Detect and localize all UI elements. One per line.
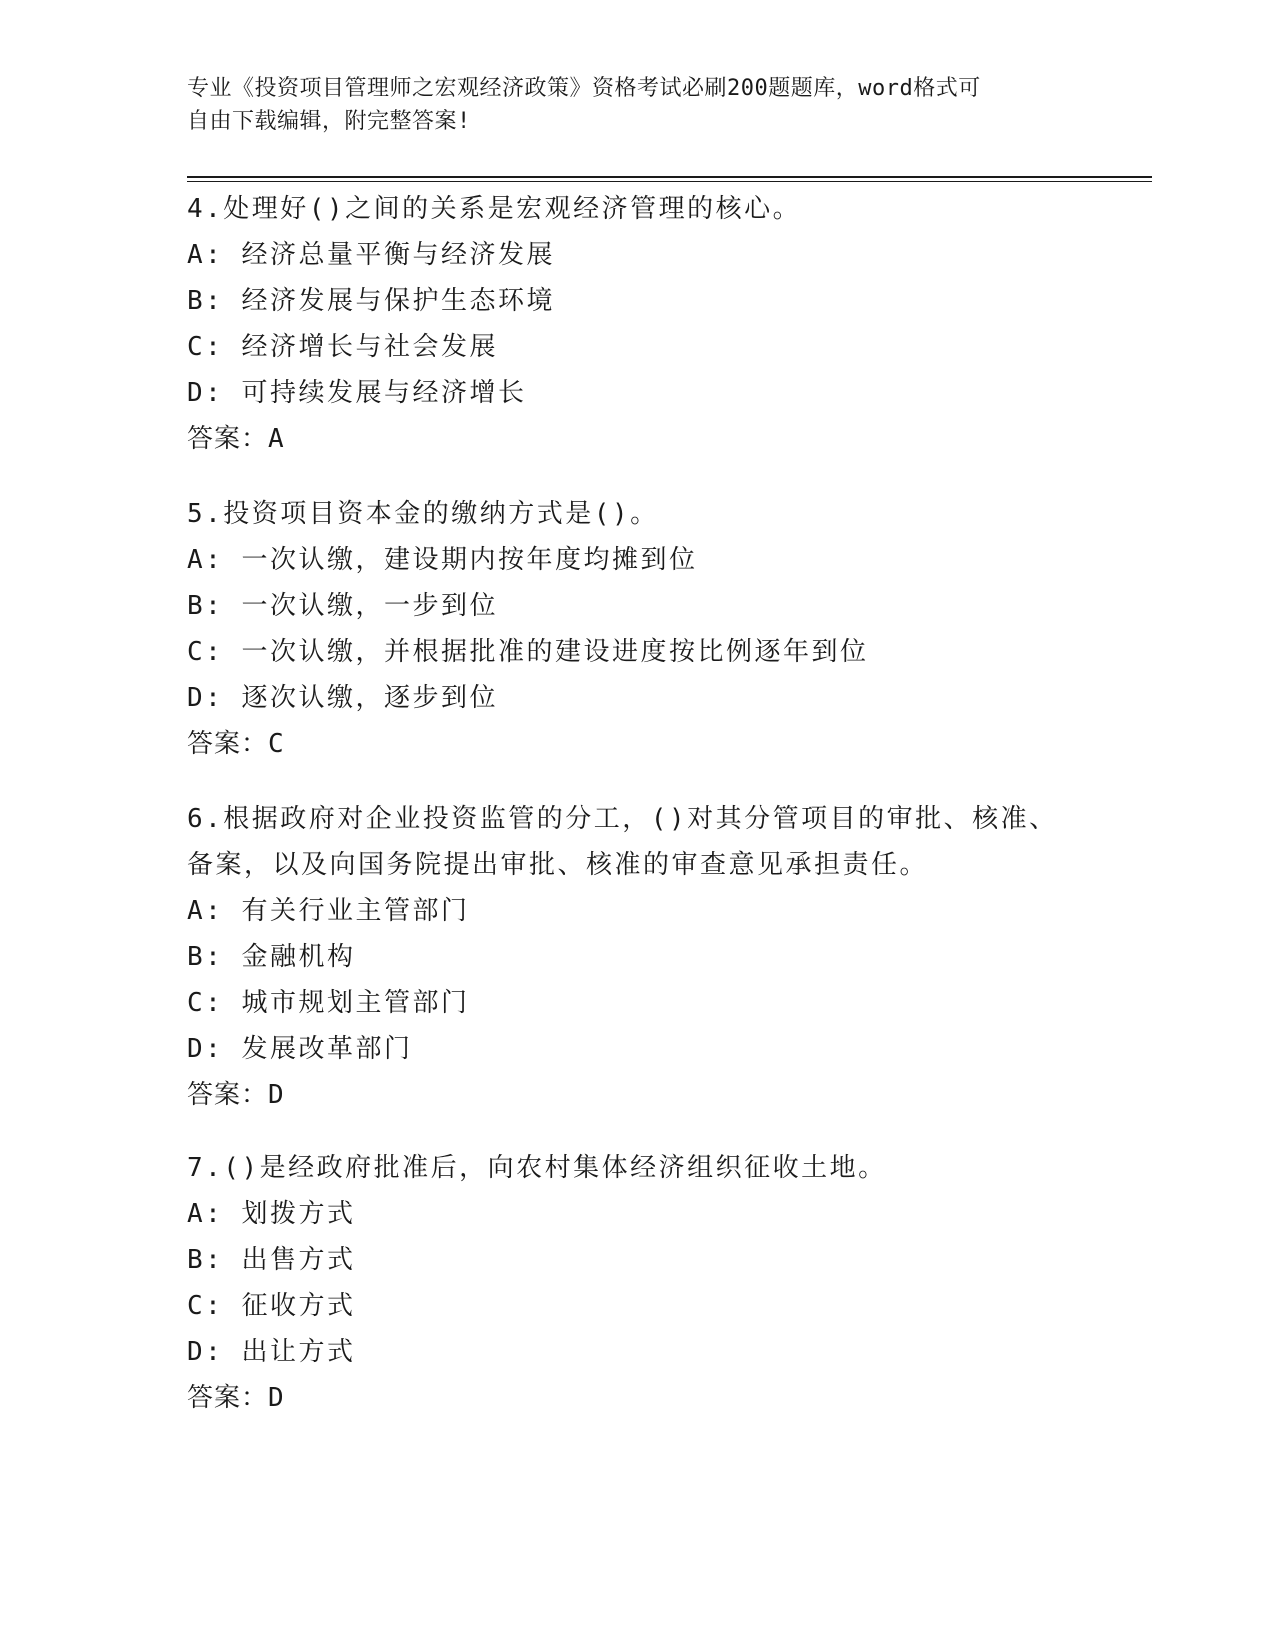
option-a: A: 有关行业主管部门 bbox=[187, 896, 470, 926]
answer-line bbox=[187, 416, 1087, 462]
question-stem: 4.处理好()之间的关系是宏观经济管理的核心。 bbox=[187, 194, 802, 224]
answer-label: 答案： bbox=[187, 729, 269, 759]
answer-label: 答案： bbox=[187, 424, 269, 454]
answer-label: 答案： bbox=[187, 1080, 269, 1110]
answer-value: D bbox=[268, 1383, 285, 1413]
option-a: A: 划拨方式 bbox=[187, 1199, 356, 1229]
option-d: D: 出让方式 bbox=[187, 1337, 356, 1367]
option-a: A: 一次认缴，建设期内按年度均摊到位 bbox=[187, 545, 698, 575]
answer-value: D bbox=[268, 1080, 285, 1110]
option-b: B: 一次认缴，一步到位 bbox=[187, 591, 498, 621]
answer-line bbox=[187, 721, 1087, 767]
question-block bbox=[187, 186, 1087, 462]
option-d: D: 逐次认缴，逐步到位 bbox=[187, 683, 498, 713]
question-block bbox=[187, 796, 1087, 1118]
question-block bbox=[187, 1145, 1087, 1421]
header-line-2: 自由下载编辑，附完整答案! bbox=[187, 109, 471, 134]
option-a: A: 经济总量平衡与经济发展 bbox=[187, 240, 555, 270]
option-b: B: 出售方式 bbox=[187, 1245, 356, 1275]
question-stem: 5.投资项目资本金的缴纳方式是()。 bbox=[187, 499, 659, 529]
option-c: C: 城市规划主管部门 bbox=[187, 988, 470, 1018]
answer-label: 答案： bbox=[187, 1383, 269, 1413]
option-d: D: 可持续发展与经济增长 bbox=[187, 378, 527, 408]
header-divider-thick bbox=[187, 176, 1152, 178]
option-c: C: 经济增长与社会发展 bbox=[187, 332, 498, 362]
header-line-1: 专业《投资项目管理师之宏观经济政策》资格考试必刷200题题库，word格式可 bbox=[187, 76, 981, 101]
header-divider-thin bbox=[187, 181, 1152, 182]
answer-line bbox=[187, 1072, 1087, 1118]
answer-line bbox=[187, 1375, 1087, 1421]
question-stem-continued: 备案，以及向国务院提出审批、核准的审查意见承担责任。 bbox=[187, 850, 929, 880]
question-stem: 7.()是经政府批准后，向农村集体经济组织征收土地。 bbox=[187, 1153, 887, 1183]
question-stem: 6.根据政府对企业投资监管的分工，()对其分管项目的审批、核准、 bbox=[187, 804, 1058, 834]
option-b: B: 金融机构 bbox=[187, 942, 356, 972]
answer-value: C bbox=[268, 729, 285, 759]
question-block bbox=[187, 491, 1087, 767]
option-c: C: 征收方式 bbox=[187, 1291, 356, 1321]
document-header bbox=[187, 72, 1087, 138]
option-d: D: 发展改革部门 bbox=[187, 1034, 413, 1064]
option-c: C: 一次认缴，并根据批准的建设进度按比例逐年到位 bbox=[187, 637, 869, 667]
answer-value: A bbox=[268, 424, 285, 454]
option-b: B: 经济发展与保护生态环境 bbox=[187, 286, 555, 316]
